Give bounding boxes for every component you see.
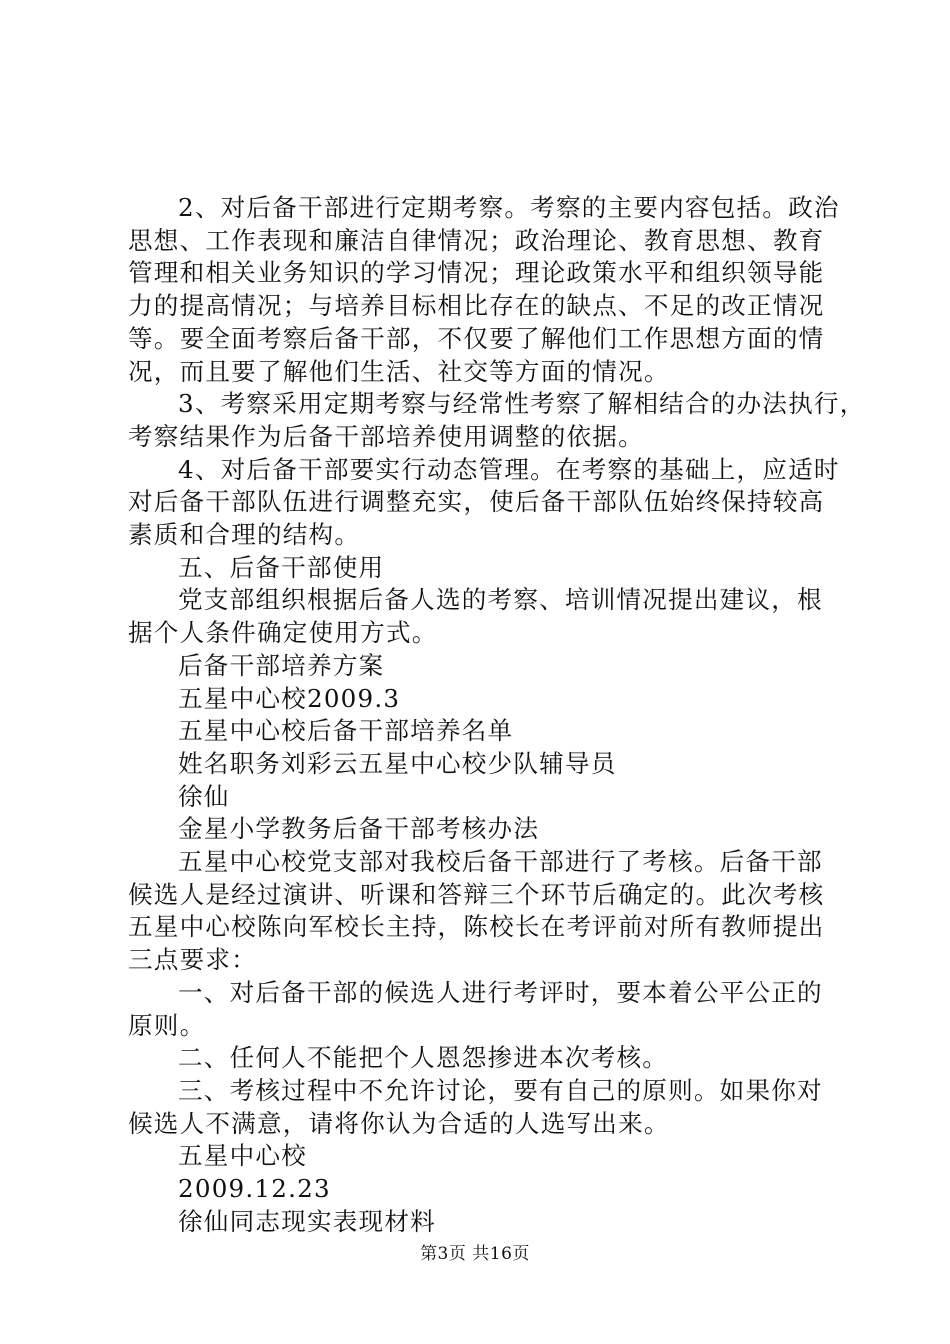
paragraph-line: 等。要全面考察后备干部，不仅要了解他们工作思想方面的情: [128, 323, 825, 353]
paragraph-line: 五星中心校党支部对我校后备干部进行了考核。后备干部: [178, 847, 823, 877]
paragraph-line: 一、对后备干部的候选人进行考评时，要本着公平公正的: [178, 977, 823, 1007]
paragraph-line: 力的提高情况；与培养目标相比存在的缺点、不足的改正情况: [128, 291, 825, 321]
paragraph-line: 3、考察采用定期考察与经常性考察了解相结合的办法执行，: [178, 389, 866, 419]
paragraph-line: 考察结果作为后备干部培养使用调整的依据。: [128, 421, 644, 451]
paragraph-line: 党支部组织根据后备人选的考察、培训情况提出建议，根: [178, 585, 823, 615]
section-heading: 五、后备干部使用: [178, 552, 385, 582]
date-line: 2009.12.23: [178, 1174, 331, 1204]
signature-line: 五星中心校2009.3: [178, 683, 401, 713]
paragraph-line: 三点要求：: [128, 945, 257, 975]
document-body: [128, 192, 866, 1239]
paragraph-line: 对后备干部队伍进行调整充实，使后备干部队伍始终保持较高: [128, 487, 825, 517]
section-title: 徐仙同志现实表现材料: [178, 1206, 436, 1236]
paragraph-line: 候选人是经过演讲、听课和答辩三个环节后确定的。此次考核: [128, 879, 825, 909]
paragraph-line: 原则。: [128, 1010, 206, 1040]
paragraph-line: 三、考核过程中不允许讨论，要有自己的原则。如果你对: [178, 1075, 823, 1105]
page-number-label: 第3页 共16页: [420, 1244, 530, 1264]
section-title: 五星中心校后备干部培养名单: [178, 716, 514, 746]
section-title: 后备干部培养方案: [178, 650, 385, 680]
paragraph-line: 候选人不满意，请将你认为合适的人选写出来。: [128, 1108, 670, 1138]
paragraph-line: 五星中心校陈向军校长主持，陈校长在考评前对所有教师提出: [128, 912, 825, 942]
paragraph-line: 4、对后备干部要实行动态管理。在考察的基础上，应适时: [178, 454, 840, 484]
paragraph-line: 素质和合理的结构。: [128, 520, 361, 550]
paragraph-line: 二、任何人不能把个人恩怨掺进本次考核。: [178, 1043, 669, 1073]
page-footer: [0, 1242, 950, 1266]
paragraph-line: 据个人条件确定使用方式。: [128, 618, 438, 648]
paragraph-line: 管理和相关业务知识的学习情况；理论政策水平和组织领导能: [128, 258, 825, 288]
paragraph-line: 思想、工作表现和廉洁自律情况；政治理论、教育思想、教育: [128, 225, 825, 255]
section-title: 金星小学教务后备干部考核办法: [178, 814, 540, 844]
paragraph-line: 2、对后备干部进行定期考察。考察的主要内容包括。政治: [178, 193, 840, 222]
signature-line: 五星中心校: [178, 1141, 307, 1171]
paragraph-line: 徐仙: [178, 781, 230, 811]
paragraph-line: 姓名职务刘彩云五星中心校少队辅导员: [178, 748, 617, 778]
paragraph-line: 况，而且要了解他们生活、社交等方面的情况。: [128, 356, 670, 386]
